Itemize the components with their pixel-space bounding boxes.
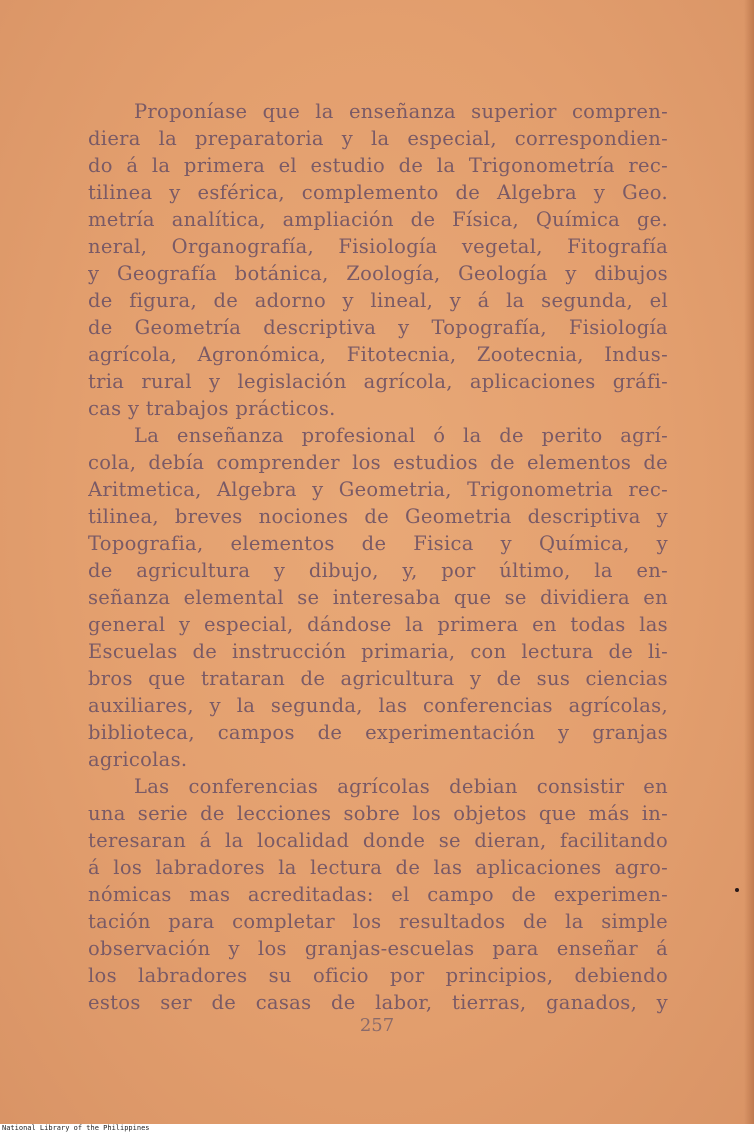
text-line: Topografia, elementos de Fisica y Química, y (88, 532, 668, 555)
text-line: agrícola, Agronómica, Fitotecnia, Zootecnia, Indus- (88, 343, 668, 366)
text-line: Escuelas de instrucción primaria, con lectura de li- (88, 640, 668, 663)
text-line: Las conferencias agrícolas debian consistir en (134, 775, 668, 798)
text-line: tria rural y legislación agrícola, aplicaciones gráfi- (88, 370, 668, 393)
body-text (88, 98, 668, 1016)
text-line: metría analítica, ampliación de Física, Química ge. (88, 208, 668, 231)
text-line: La enseñanza profesional ó la de perito agrí- (134, 424, 668, 447)
text-line: biblioteca, campos de experimentación y granjas (88, 721, 668, 744)
text-line: nómicas mas acreditadas: el campo de experimen- (88, 883, 668, 906)
text-line: de figura, de adorno y lineal, y á la segunda, el (88, 289, 668, 312)
page-number: 257 (359, 1015, 395, 1036)
text-line: tación para completar los resultados de la simple (88, 910, 668, 933)
text-line: tilinea, breves nociones de Geometria descriptiva y (88, 505, 668, 528)
text-line: agricolas. (88, 748, 188, 771)
text-line: de agricultura y dibujo, y, por último, la en- (88, 559, 668, 582)
text-line: de Geometría descriptiva y Topografía, Fisiología (88, 316, 668, 339)
text-line: auxiliares, y la segunda, las conferencias agrícolas, (88, 694, 668, 717)
text-line: los labradores su oficio por principios, debiendo (88, 964, 668, 987)
text-line: estos ser de casas de labor, tierras, ganados, y (88, 991, 668, 1014)
text-line: tilinea y esférica, complemento de Algebra y Geo. (88, 181, 668, 204)
text-line: y Geografía botánica, Zoología, Geología y dibujos (88, 262, 668, 285)
library-credit: National Library of the Philippines (2, 1124, 150, 1132)
text-line: observación y los granjas-escuelas para enseñar á (88, 937, 668, 960)
text-line: Proponíase que la enseñanza superior compren- (134, 100, 668, 123)
text-line: á los labradores la lectura de las aplicaciones agro- (88, 856, 668, 879)
text-line: diera la preparatoria y la especial, correspondien- (88, 127, 668, 150)
text-line: bros que trataran de agricultura y de sus ciencias (88, 667, 668, 690)
text-line: general y especial, dándose la primera en todas las (88, 613, 668, 636)
text-line: teresaran á la localidad donde se dieran, facilitando (88, 829, 668, 852)
ink-speck (735, 888, 739, 892)
text-line: do á la primera el estudio de la Trigonometría rec- (88, 154, 668, 177)
page-edge-shadow (744, 0, 754, 1124)
text-line: señanza elemental se interesaba que se dividiera en (88, 586, 668, 609)
text-line: una serie de lecciones sobre los objetos que más in- (88, 802, 668, 825)
text-line: Aritmetica, Algebra y Geometria, Trigonometria rec- (88, 478, 668, 501)
text-line: cola, debía comprender los estudios de elementos de (88, 451, 668, 474)
text-line: neral, Organografía, Fisiología vegetal, Fitografía (88, 235, 668, 258)
text-line: cas y trabajos prácticos. (88, 397, 336, 420)
